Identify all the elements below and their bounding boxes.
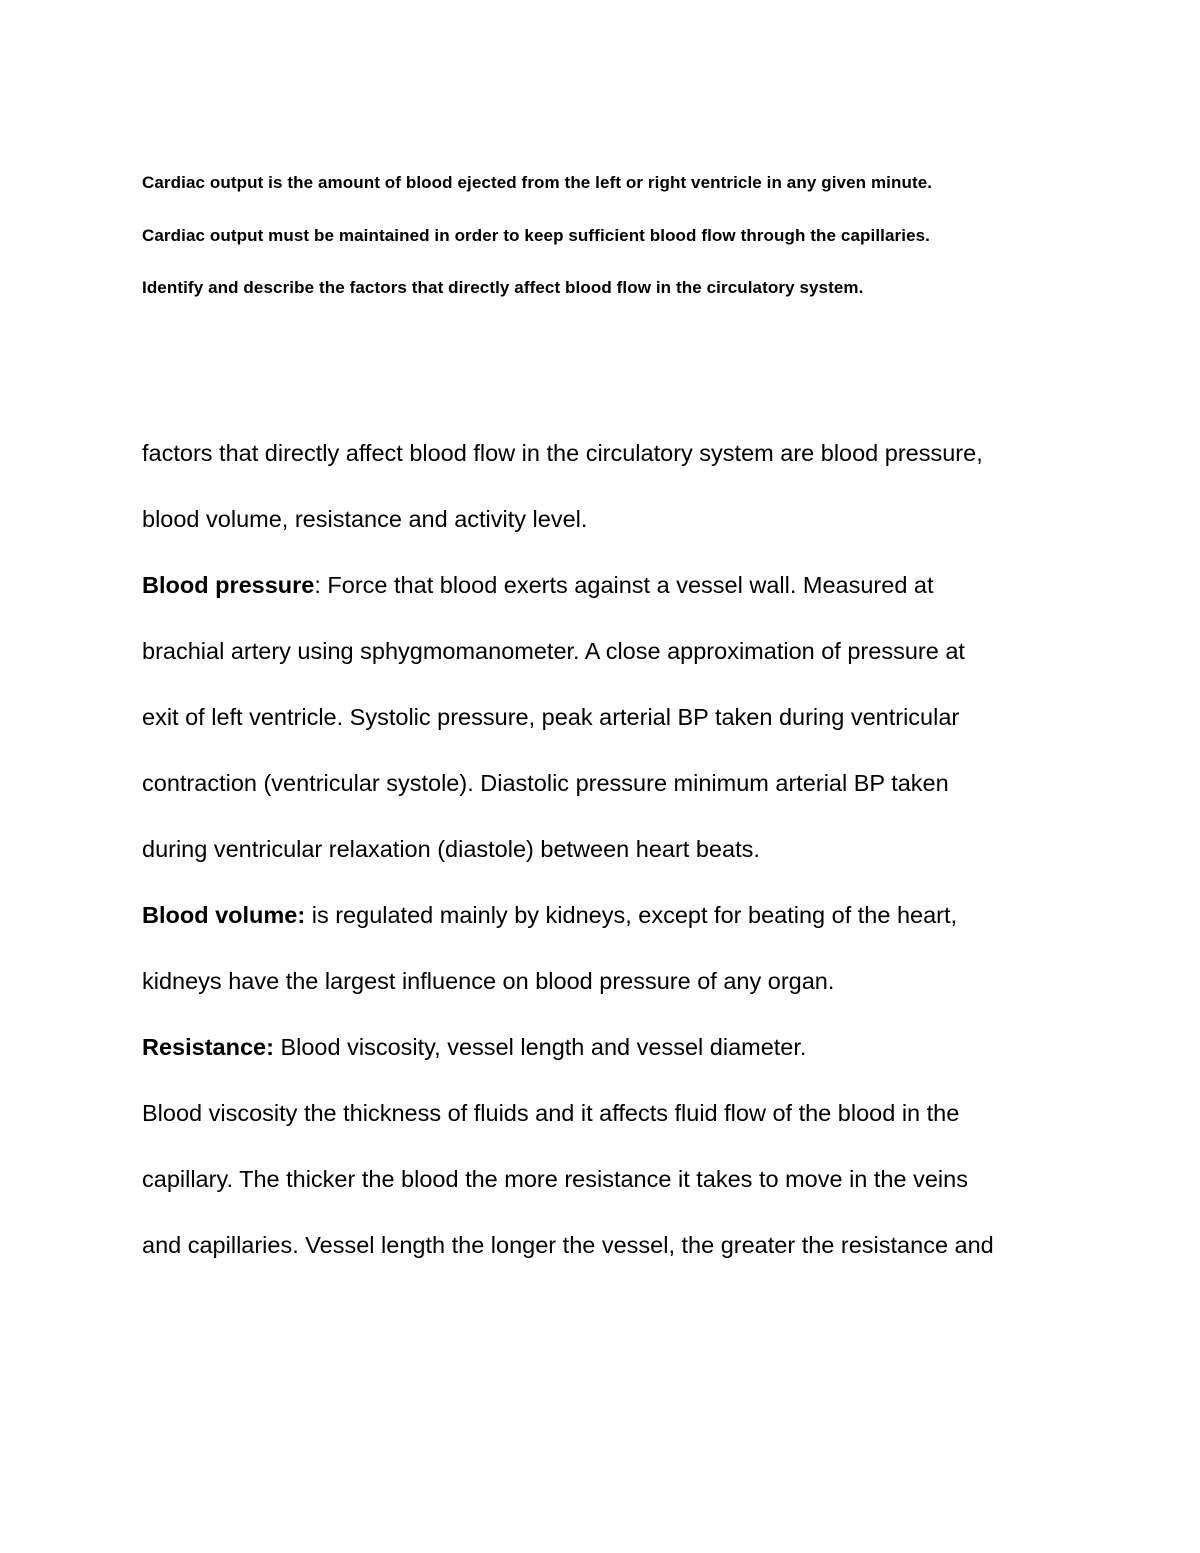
intro-line: factors that directly affect blood flow in the circulatory system are blood pressure,	[142, 440, 983, 466]
resistance-definition: Blood viscosity, vessel length and vessel diameter.	[273, 1034, 807, 1060]
blood-volume-line: kidneys have the largest influence on blood pressure of any organ.	[142, 968, 835, 994]
blood-volume-paragraph	[142, 895, 1142, 1027]
intro-paragraph	[142, 433, 1142, 565]
resistance-paragraph	[142, 1027, 1142, 1093]
resistance-term: Resistance:	[142, 1034, 274, 1060]
blood-volume-term: Blood volume:	[142, 902, 306, 928]
blood-pressure-paragraph	[142, 565, 1142, 895]
viscosity-line: Blood viscosity the thickness of fluids and it affects fluid flow of the blood in the	[142, 1100, 960, 1126]
blood-pressure-line: contraction (ventricular systole). Diastolic pressure minimum arterial BP taken	[142, 770, 949, 796]
blood-pressure-line: during ventricular relaxation (diastole) between heart beats.	[142, 836, 760, 862]
blood-pressure-line: exit of left ventricle. Systolic pressure, peak arterial BP taken during ventricular	[142, 704, 960, 730]
viscosity-paragraph	[142, 1093, 1142, 1291]
resistance-line	[142, 1027, 1142, 1093]
question-prompt	[142, 170, 1142, 328]
blood-pressure-line	[142, 565, 1142, 631]
answer-body	[142, 433, 1142, 1291]
blood-volume-line	[142, 895, 1142, 961]
viscosity-line: capillary. The thicker the blood the more resistance it takes to move in the veins	[142, 1166, 968, 1192]
prompt-line: Identify and describe the factors that directly affect blood flow in the circulatory system.	[142, 278, 864, 297]
viscosity-line: and capillaries. Vessel length the longer the vessel, the greater the resistance and	[142, 1232, 994, 1258]
prompt-line: Cardiac output is the amount of blood ejected from the left or right ventricle in any given minute.	[142, 173, 933, 192]
blood-pressure-definition: : Force that blood exerts against a vessel wall. Measured at	[314, 572, 934, 598]
blood-pressure-line: brachial artery using sphygmomanometer. A close approximation of pressure at	[142, 638, 965, 664]
prompt-line: Cardiac output must be maintained in order to keep sufficient blood flow through the capillaries.	[142, 225, 930, 245]
blood-volume-definition: is regulated mainly by kidneys, except for beating of the heart,	[305, 902, 958, 928]
blood-pressure-term: Blood pressure	[142, 572, 315, 598]
intro-line: blood volume, resistance and activity level.	[142, 506, 588, 532]
